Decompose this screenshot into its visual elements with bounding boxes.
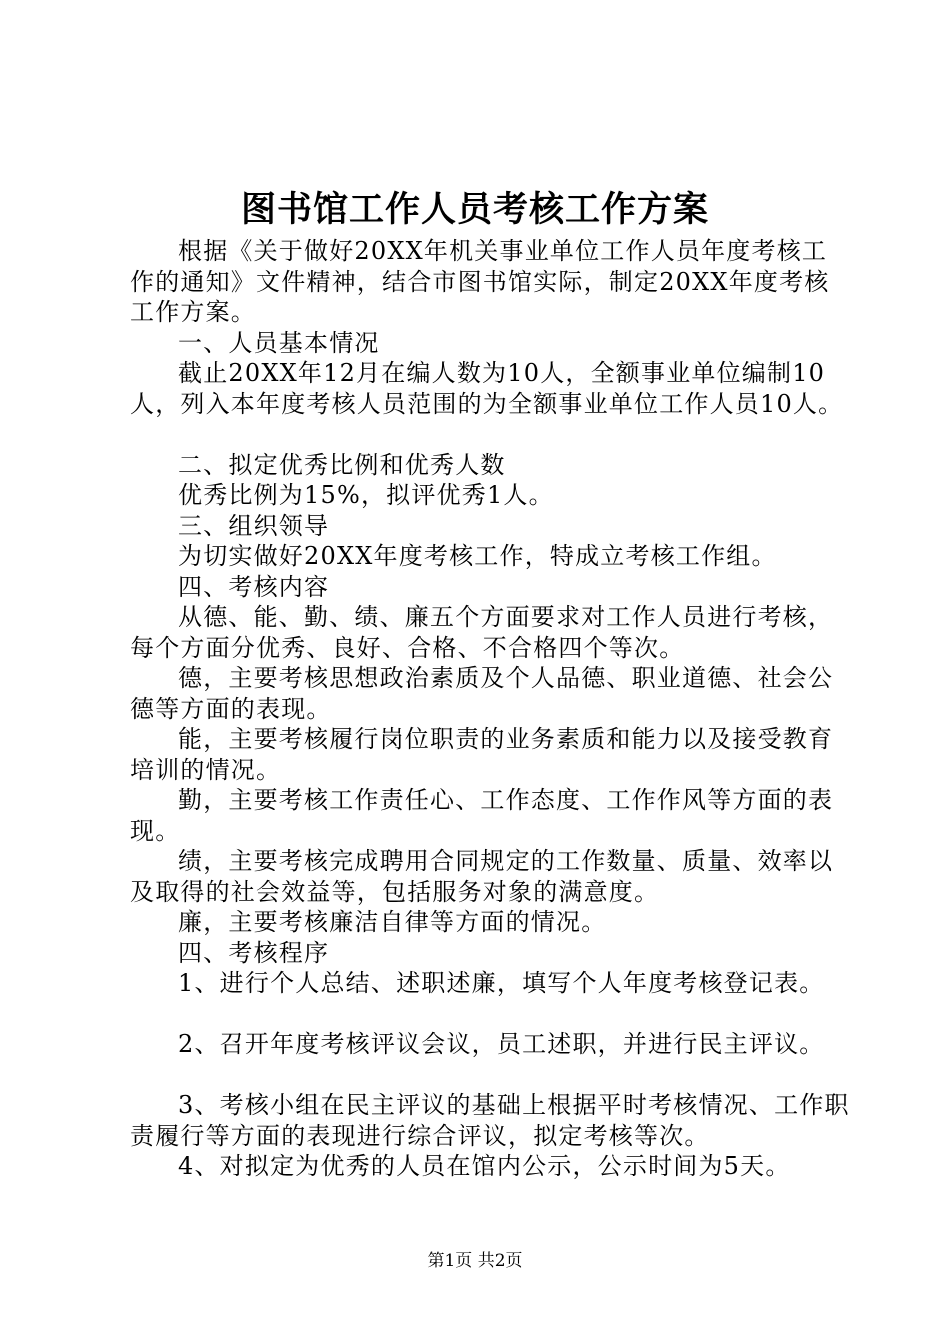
body-paragraph: 德，主要考核思想政治素质及个人品德、职业道德、社会公德等方面的表现。 bbox=[130, 664, 834, 723]
page-number: 第1页 共2页 bbox=[427, 1251, 523, 1271]
body-paragraph: 能，主要考核履行岗位职责的业务素质和能力以及接受教育培训的情况。 bbox=[130, 725, 834, 784]
body-paragraph: 为切实做好20XX年度考核工作，特成立考核工作组。 bbox=[178, 542, 777, 570]
list-item: 1、进行个人总结、述职述廉，填写个人年度考核登记表。 bbox=[178, 969, 825, 997]
document-body bbox=[130, 236, 850, 1182]
intro-paragraph: 根据《关于做好20XX年机关事业单位工作人员年度考核工作的通知》文件精神，结合市图书馆实际，制定20XX年度考核工作方案。 bbox=[130, 237, 830, 326]
section-heading: 二、拟定优秀比例和优秀人数 bbox=[178, 450, 506, 479]
list-item: 3、考核小组在民主评议的基础上根据平时考核情况、工作职责履行等方面的表现进行综合评议，拟定考核等次。 bbox=[130, 1091, 850, 1150]
body-paragraph: 绩，主要考核完成聘用合同规定的工作数量、质量、效率以及取得的社会效益等，包括服务对象的满意度。 bbox=[130, 847, 834, 906]
body-paragraph: 廉，主要考核廉洁自律等方面的情况。 bbox=[178, 908, 607, 936]
body-paragraph: 截止20XX年12月在编人数为10人，全额事业单位编制10人，列入本年度考核人员范围的为全额事业单位工作人员10人。 bbox=[130, 359, 844, 418]
section-heading: 三、组织领导 bbox=[178, 511, 330, 540]
body-paragraph: 从德、能、勤、绩、廉五个方面要求对工作人员进行考核，每个方面分优秀、良好、合格、不合格四个等次。 bbox=[130, 603, 834, 662]
section-heading: 四、考核内容 bbox=[178, 572, 330, 601]
list-item: 4、对拟定为优秀的人员在馆内公示，公示时间为5天。 bbox=[178, 1152, 791, 1180]
body-paragraph: 优秀比例为15%，拟评优秀1人。 bbox=[178, 481, 554, 509]
section-heading: 一、人员基本情况 bbox=[178, 328, 380, 357]
list-item: 2、召开年度考核评议会议，员工述职，并进行民主评议。 bbox=[178, 1030, 825, 1058]
body-paragraph: 勤，主要考核工作责任心、工作态度、工作作风等方面的表现。 bbox=[130, 786, 834, 845]
section-heading: 四、考核程序 bbox=[178, 938, 330, 967]
document-title: 图书馆工作人员考核工作方案 bbox=[240, 189, 709, 230]
